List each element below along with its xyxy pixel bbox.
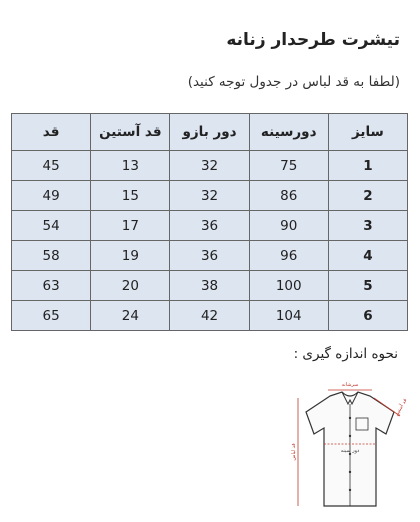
table-row [12,301,408,331]
length-label: قد لباس [291,443,297,461]
table-cell: 104 [249,301,328,331]
table-cell: 90 [249,211,328,241]
table-cell: 75 [249,151,328,181]
table-row [12,211,408,241]
header-length: قد [12,114,91,151]
shirt-measurement-icon [290,378,408,516]
sleeve-label: قد آستین [393,397,408,418]
table-cell: 2 [328,181,407,211]
header-arm: دور بازو [170,114,249,151]
measurement-label: نحوه اندازه گیری : [293,346,398,362]
chest-label: دور سینه [340,448,360,454]
table-cell: 13 [91,151,170,181]
table-row [12,271,408,301]
table-cell: 96 [249,241,328,271]
table-cell: 65 [12,301,91,331]
table-row [12,181,408,211]
table-cell: 3 [328,211,407,241]
table-cell: 19 [91,241,170,271]
table-cell: 86 [249,181,328,211]
button [349,417,351,419]
button [349,489,351,491]
table-cell: 54 [12,211,91,241]
table-cell: 17 [91,211,170,241]
header-size: سایز [328,114,407,151]
table-cell: 100 [249,271,328,301]
shoulder-label: سرشانه [341,382,359,388]
table-cell: 36 [170,241,249,271]
table-cell: 4 [328,241,407,271]
table-cell: 32 [170,181,249,211]
table-cell: 32 [170,151,249,181]
table-cell: 45 [12,151,91,181]
table-cell: 58 [12,241,91,271]
table-cell: 24 [91,301,170,331]
table-cell: 63 [12,271,91,301]
table-cell: 5 [328,271,407,301]
table-cell: 15 [91,181,170,211]
table-header-row [12,114,408,151]
button [349,471,351,473]
size-chart-table [11,113,408,331]
table-cell: 6 [328,301,407,331]
header-chest: دورسینه [249,114,328,151]
table-row [12,241,408,271]
page-subtitle: (لطفا به قد لباس در جدول توجه کنید) [187,74,400,90]
table-cell: 36 [170,211,249,241]
table-cell: 42 [170,301,249,331]
page-title: تیشرت طرحدار زنانه [226,30,400,50]
header-sleeve-length: قد آستین [91,114,170,151]
table-cell: 1 [328,151,407,181]
table-row [12,151,408,181]
table-cell: 20 [91,271,170,301]
table-cell: 49 [12,181,91,211]
button [349,435,351,437]
table-cell: 38 [170,271,249,301]
